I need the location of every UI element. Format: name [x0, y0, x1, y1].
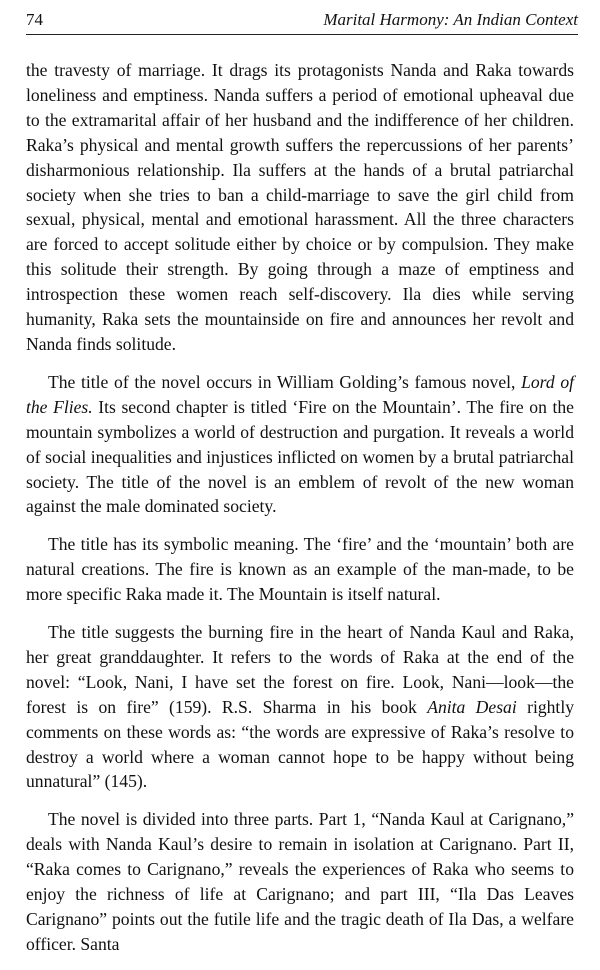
paragraph-3: The title has its symbolic meaning. The ‘fire’ and the ‘mountain’ both are natural creations. The fire is known as an example of the man-made, to be more specific Raka made it. The Mountain is itself natural. [26, 534, 574, 605]
paragraph-4 [26, 620, 574, 794]
paragraph-4-part-1: The title suggests the burning fire in the heart of Nanda Kaul and Raka, her great granddaughter. It refers to the words of Raka at the end of the novel: “Look, Nani, I have set the forest on fire. Look, Nani—look—the forest is on fire” (159). R.S. Sharma in his book [26, 622, 574, 717]
paragraph-2-part-1: The title of the novel occurs in William Golding’s famous novel, [48, 371, 522, 392]
paragraph-4-part-2: rightly comments on these words as: “the words are expressive of Raka’s resolve to destroy a world where a woman cannot hope to be happy without being unnatural” (145). [26, 696, 575, 792]
paragraph-1: the travesty of marriage. It drags its protagonists Nanda and Raka towards loneliness and emptiness. Nanda suffers a period of emotional upheaval due to the extramarital affair of her husband and the indifference of her children. Raka’s physical and mental growth suffers the repercussions of her parents’ disharmonious relationship. Ila suffers at the hands of a brutal patriarchal society when she tries to ban a child-marriage to save the girl child from sexual, physical, mental and emotional harassment. All the three characters are forced to accept solitude either by choice or by compulsion. They make this solitude their strength. By going through a maze of emptiness and introspection these women reach self-discovery. Ila dies while serving humanity, Raka sets the mountainside on fire and announces her revolt and Nanda finds solitude. [26, 60, 574, 354]
paragraph-5: The novel is divided into three parts. Part 1, “Nanda Kaul at Carignano,” deals with Nanda Kaul’s desire to remain in isolation at Carignano. Part II, “Raka comes to Carignano,” reveals the experiences of Raka who seems to enjoy the richness of life at Carignano; and part III, “Ila Das Leaves Carignano” points out the futile life and the tragic death of Ila Das, a welfare officer. Santa [26, 809, 574, 954]
running-title: Marital Harmony: An Indian Context [323, 10, 578, 29]
running-header [26, 6, 578, 35]
book-title-anita-desai: Anita Desai [427, 696, 517, 717]
book-title-lord-of-the-flies: Lord of the Flies. [26, 371, 575, 417]
page-number: 74 [26, 10, 43, 29]
body-text [26, 58, 574, 970]
paragraph-2-part-2: Its second chapter is titled ‘Fire on the Mountain’. The fire on the mountain symbolizes a world of destruction and purgation. It reveals a world of social inequalities and injustices inflicted on women by a brutal patriarchal society. The title of the novel is an emblem of revolt of the new woman against the male dominated society. [26, 396, 574, 517]
paragraph-2 [26, 370, 574, 519]
